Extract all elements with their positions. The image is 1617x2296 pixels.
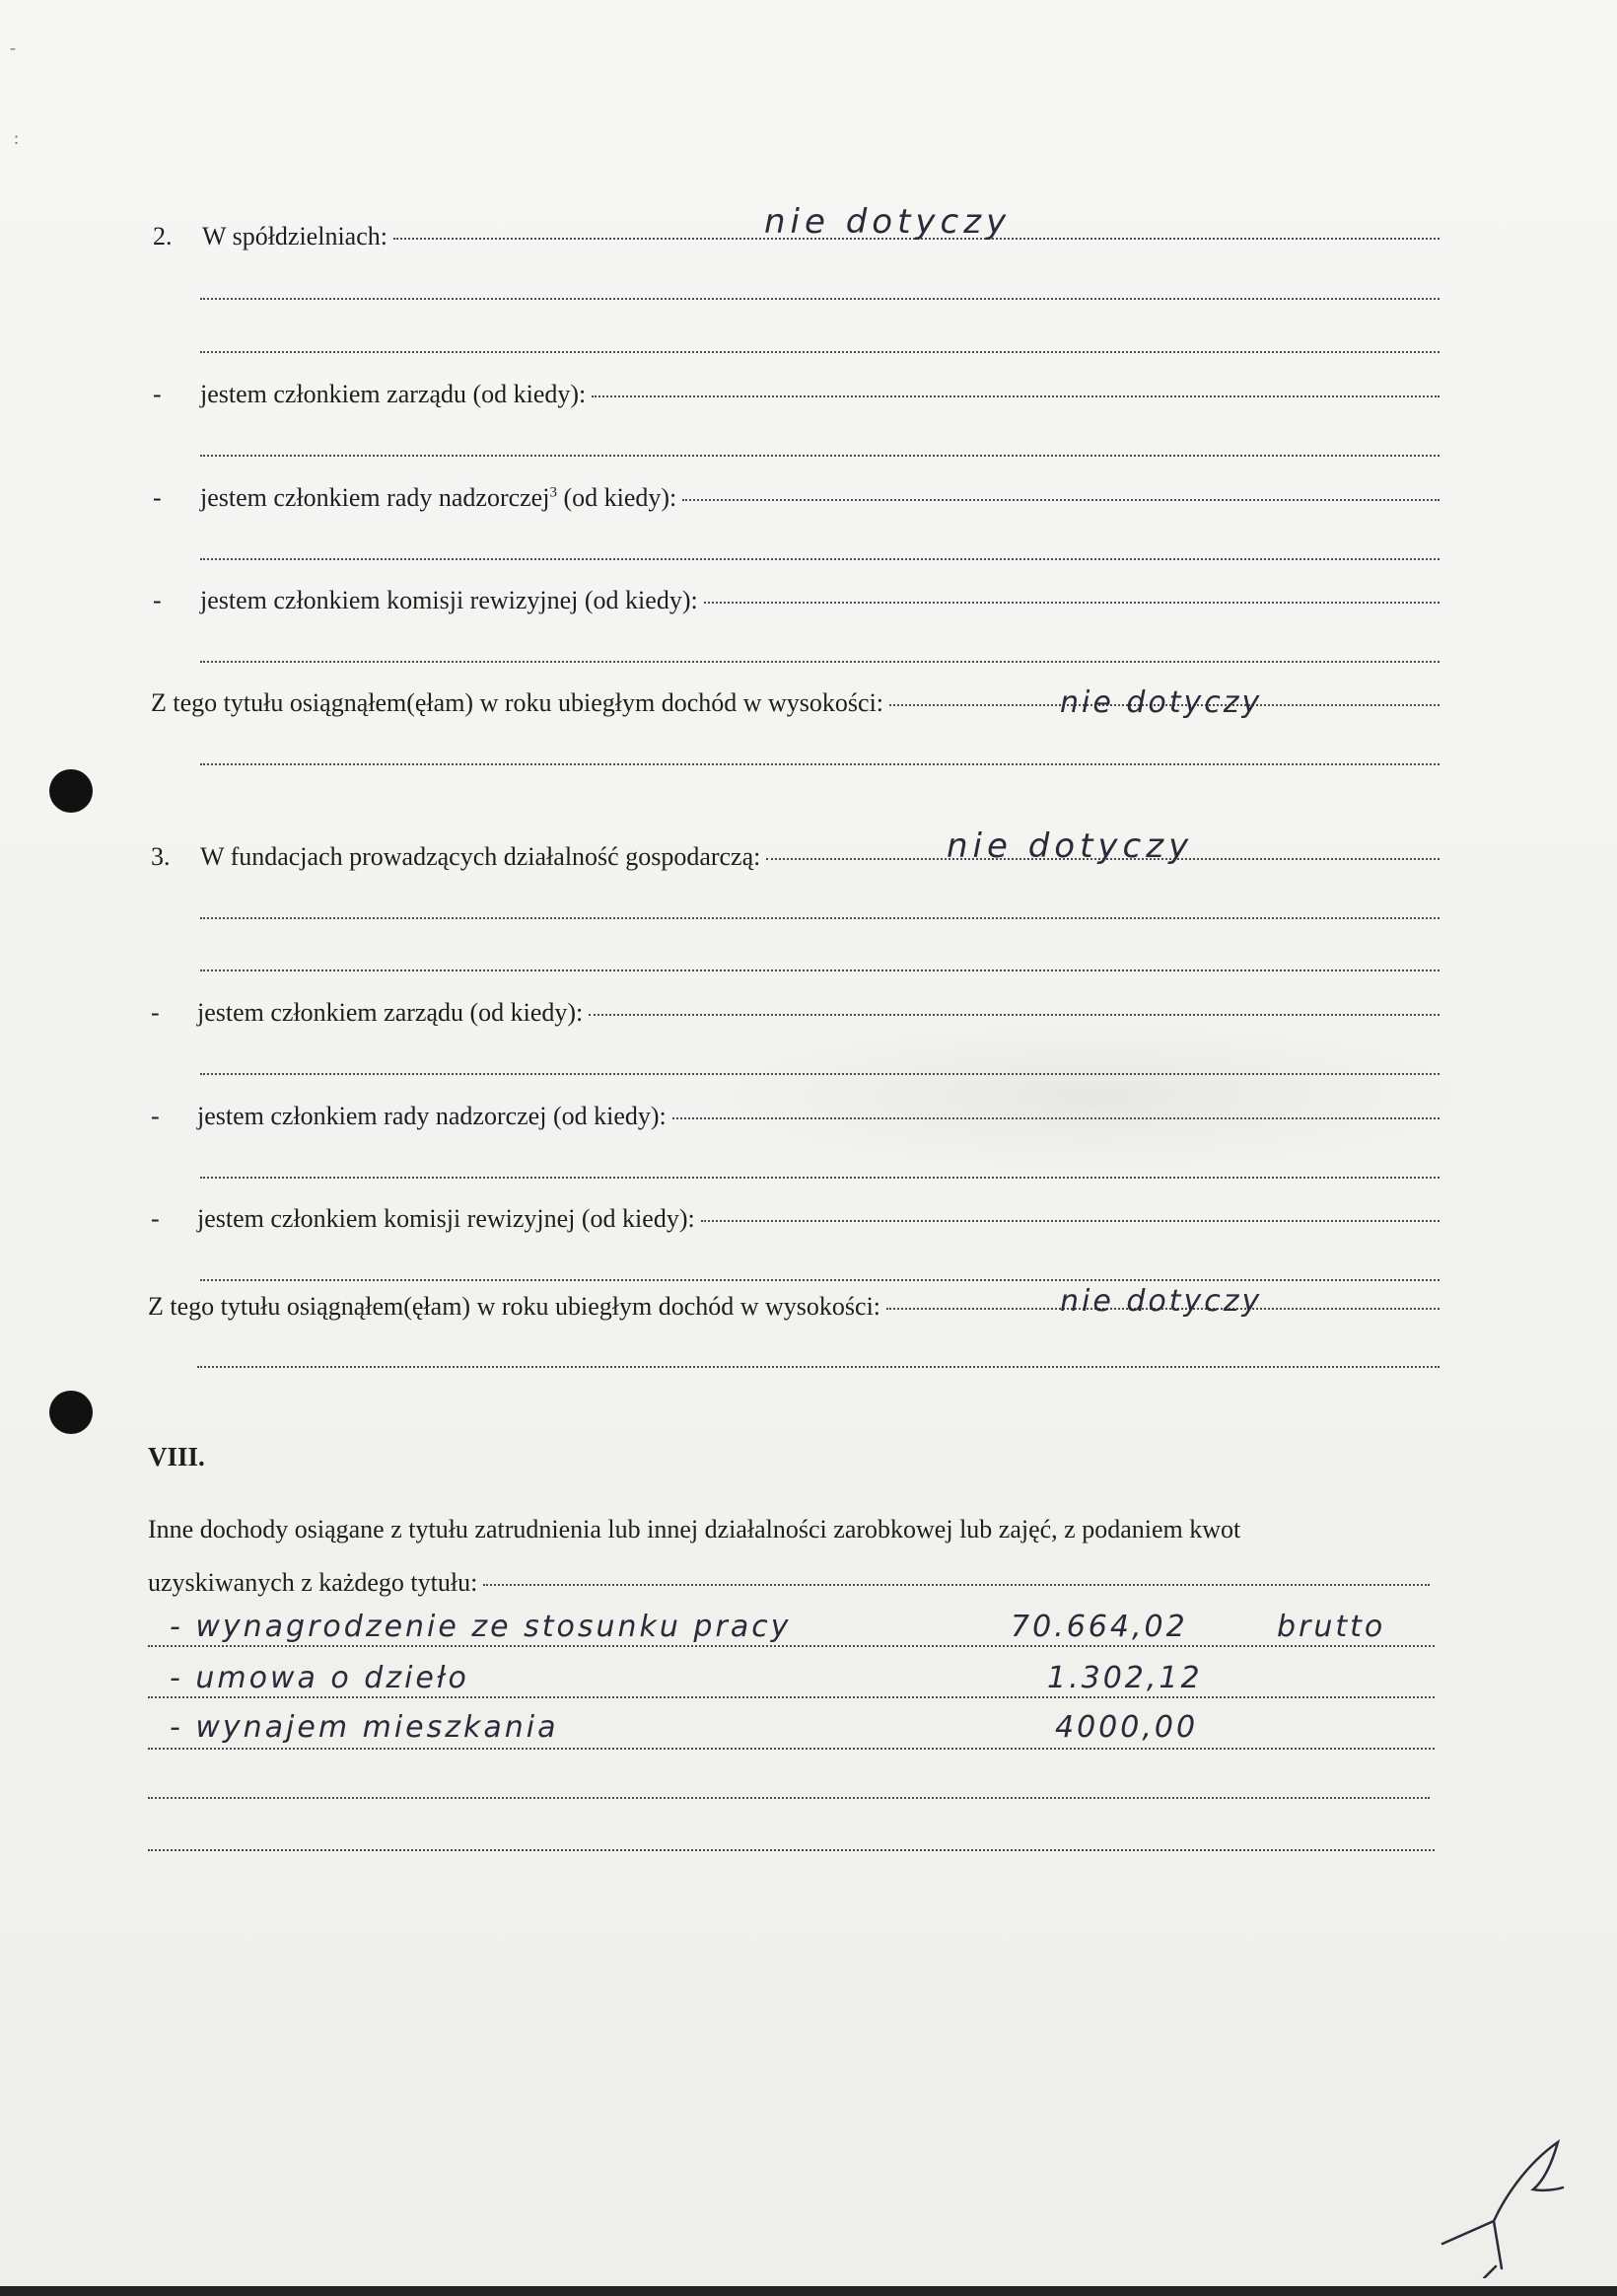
blank-line[interactable]: [197, 1366, 1440, 1368]
blank-line[interactable]: [200, 351, 1440, 353]
section-2-title: W spółdzielniach:: [202, 222, 387, 251]
section-3-income-label: Z tego tytułu osiągnąłem(ęłam) w roku ubiegłym dochód w wysokości:: [148, 1292, 881, 1321]
section-3-income-answer: nie dotyczy: [1060, 1284, 1263, 1319]
entry-2-amount: 1.302,12: [1047, 1661, 1203, 1695]
punch-hole: [49, 1391, 93, 1434]
section-2-board-label: jestem członkiem zarządu (od kiedy):: [200, 380, 587, 408]
entry-2-label: - umowa o dzieło: [170, 1661, 469, 1695]
edge-mark: -: [10, 37, 16, 57]
section-3-answer: nie dotyczy: [947, 826, 1194, 866]
section-2-supervisory-row: [200, 483, 1440, 513]
bullet-dash: -: [153, 586, 162, 614]
section-8-text-row-2: [148, 1568, 1430, 1598]
section-3-audit-line[interactable]: [701, 1219, 1440, 1222]
section-8-text-line-1: Inne dochody osiągane z tytułu zatrudnienia lub innej działalności zarobkowej lub zajęć, z podaniem kwot: [148, 1515, 1241, 1543]
section-3-title-row: [151, 842, 1440, 872]
scan-edge: [0, 2286, 1617, 2296]
blank-line[interactable]: [200, 661, 1440, 663]
section-2-supervisory-label: jestem członkiem rady nadzorczej$^3$ (od kiedy):: [200, 483, 677, 512]
section-3-board-row: [197, 998, 1440, 1028]
section-3-supervisory-line[interactable]: [672, 1116, 1440, 1119]
edge-mark: :: [14, 128, 20, 148]
section-3-board-label: jestem członkiem zarządu (od kiedy):: [197, 998, 584, 1027]
section-8-text-line-2: uzyskiwanych z każdego tytułu:: [148, 1568, 478, 1597]
bullet-dash: -: [153, 483, 162, 512]
bullet-dash: -: [153, 380, 162, 408]
blank-line[interactable]: [200, 917, 1440, 919]
section-8-line[interactable]: [483, 1583, 1430, 1586]
entry-3-amount: 4000,00: [1055, 1710, 1199, 1745]
section-2-income-label: Z tego tytułu osiągnąłem(ęłam) w roku ubiegłym dochód w wysokości:: [151, 688, 884, 717]
paper-crease: [690, 1016, 1499, 1174]
section-2-income-answer: nie dotyczy: [1060, 685, 1263, 720]
blank-line[interactable]: [200, 1177, 1440, 1179]
blank-line[interactable]: [200, 1279, 1440, 1281]
entry-1-amount: 70.664,02: [1011, 1610, 1188, 1644]
bullet-dash: -: [151, 998, 160, 1027]
bullet-dash: -: [151, 1102, 160, 1130]
entry-3-label: - wynajem mieszkania: [170, 1710, 559, 1745]
section-2-supervisory-line[interactable]: [682, 498, 1440, 501]
section-3-supervisory-row: [197, 1102, 1440, 1131]
entry-line[interactable]: [148, 1696, 1435, 1698]
section-3-title: W fundacjach prowadzących działalność gospodarczą:: [200, 842, 761, 871]
entry-line[interactable]: [148, 1645, 1435, 1647]
entry-1-label: - wynagrodzenie ze stosunku pracy: [170, 1610, 792, 1644]
blank-line[interactable]: [148, 1797, 1430, 1799]
entry-line[interactable]: [148, 1748, 1435, 1750]
entry-1-note: brutto: [1277, 1610, 1386, 1644]
section-2-audit-line[interactable]: [704, 601, 1440, 604]
blank-line[interactable]: [200, 298, 1440, 300]
section-3-board-line[interactable]: [589, 1013, 1440, 1016]
section-2-number: 2.: [153, 222, 173, 251]
blank-line[interactable]: [200, 558, 1440, 560]
blank-line[interactable]: [200, 969, 1440, 971]
section-2-answer: nie dotyczy: [764, 202, 1012, 242]
blank-line[interactable]: [200, 455, 1440, 457]
section-3-audit-row: [197, 1204, 1440, 1234]
section-3-audit-label: jestem członkiem komisji rewizyjnej (od kiedy):: [197, 1204, 695, 1233]
section-2-audit-label: jestem członkiem komisji rewizyjnej (od kiedy):: [200, 586, 698, 614]
section-3-number: 3.: [151, 842, 171, 871]
section-2-board-row: [200, 380, 1440, 409]
bullet-dash: -: [151, 1204, 160, 1233]
section-2-audit-row: [200, 586, 1440, 615]
section-2-board-line[interactable]: [592, 395, 1440, 397]
section-3-supervisory-label: jestem członkiem rady nadzorczej (od kiedy):: [197, 1102, 667, 1130]
punch-hole: [49, 769, 93, 813]
signature-initials: [1435, 2130, 1582, 2278]
blank-line[interactable]: [200, 1073, 1440, 1075]
section-8-heading: VIII.: [148, 1442, 205, 1471]
blank-line[interactable]: [200, 763, 1440, 765]
blank-line[interactable]: [148, 1849, 1435, 1851]
